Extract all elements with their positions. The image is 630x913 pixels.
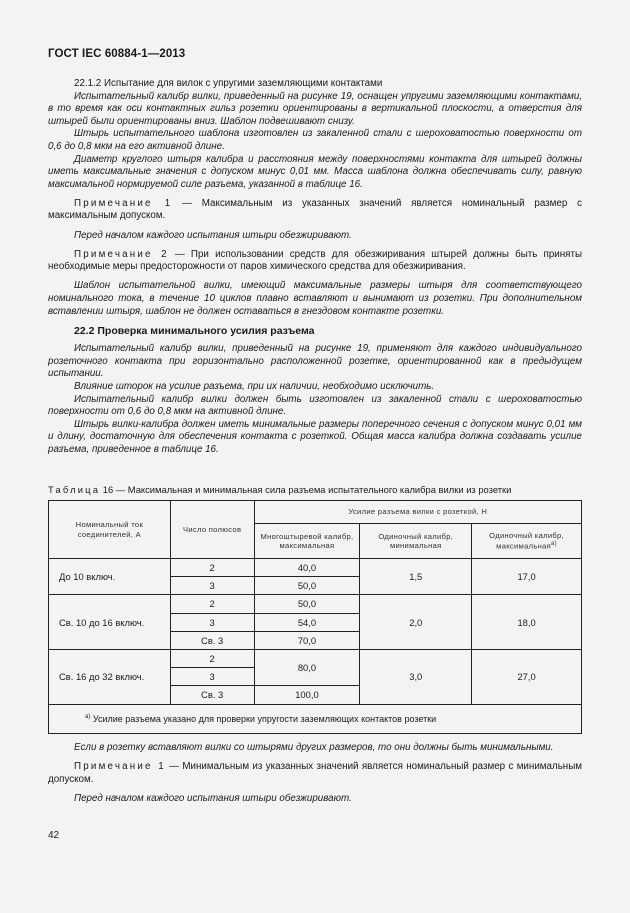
paragraph: Влияние шторок на усилие разъема, при их наличии, необходимо исключить. <box>74 380 435 392</box>
footnote-ref: а) <box>551 541 557 548</box>
note-text: — Минимальным из указанных значений является номинальный размер с минимальным допуском. <box>48 761 582 785</box>
note <box>48 249 582 274</box>
table-header-row <box>49 501 582 524</box>
cell-single-min: 3,0 <box>360 649 472 704</box>
table-caption <box>48 484 588 495</box>
table-row <box>49 595 582 613</box>
cell-poles: 3 <box>170 613 254 631</box>
table-row <box>49 559 582 577</box>
paragraph: Шаблон испытательной вилки, имеющий максимальные размеры штыря для соответствующего номинального тока, в течение 10 циклов плавно вставляют и вынимают из розетки. При дополнительном вставлении штыря, шаблон не должен оставаться в гнездовом контакте розетки. <box>48 280 582 317</box>
page-number: 42 <box>48 830 60 841</box>
cell-poles: 2 <box>170 595 254 613</box>
header-multi-max: Многоштыревой калибр, максимальная <box>254 524 360 559</box>
cell-single-max: 17,0 <box>472 559 582 595</box>
table-footnote-row <box>49 704 582 733</box>
paragraph: Штырь вилки-калибра должен иметь минимальные размеры поперечного сечения с допуском минус 0,01 мм и длину, достаточную для обеспечения контакта с розеткой. Общая масса калибра должна создавать усилие разъема, приведенное в таблице 16. <box>48 418 582 455</box>
paragraph: Если в розетку вставляют вилки со штырями других размеров, то они должны быть минимальными. <box>74 742 554 753</box>
paragraph: Испытательный калибр вилки, приведенный на рисунке 19, оснащен упругими заземляющими контактами, в то время как оси контактных гильз розетки ориентированы в вертикальной плоскости, а отверстия для штырей были ориентированы вниз. Шаблон подвешивают снизу. <box>48 90 582 127</box>
cell-multi-max: 70,0 <box>254 631 360 649</box>
cell-current: До 10 включ. <box>49 559 171 595</box>
cell-multi-max: 100,0 <box>254 686 360 704</box>
footnote-marker: а) <box>85 713 91 720</box>
header-poles: Число полюсов <box>170 501 254 559</box>
cell-multi-max: 80,0 <box>254 649 360 685</box>
paragraph: Испытательный калибр вилки должен быть изготовлен из закаленной стали с шероховатостью поверхности от 0,6 до 0,8 мкм на активной длине. <box>48 393 582 418</box>
cell-multi-max: 40,0 <box>254 559 360 577</box>
header-current: Номинальный ток соединителей, А <box>49 501 171 559</box>
note-text: — Максимальным из указанных значений является номинальный размер с максимальным допуском. <box>48 197 582 222</box>
cell-poles: 3 <box>170 668 254 686</box>
cell-single-min: 2,0 <box>360 595 472 650</box>
body-text <box>48 78 582 463</box>
cell-current: Св. 10 до 16 включ. <box>49 595 171 650</box>
note-label: Примечание 2 <box>74 248 169 260</box>
table-caption-text: 16 — Максимальная и минимальная сила разъема испытательного калибра вилки из розетки <box>100 484 512 495</box>
header-single-max-text: Одиночный калибр, максимальная <box>489 530 564 551</box>
after-table-text <box>48 742 582 812</box>
cell-poles: 2 <box>170 649 254 667</box>
section-heading-22-2: 22.2 Проверка минимального усилия разъема <box>74 324 315 337</box>
table-row <box>49 649 582 667</box>
cell-poles: Св. 3 <box>170 686 254 704</box>
paragraph: Испытательный калибр вилки, приведенный на рисунке 19, применяют для каждого индивидуального розеточного контакта при горизонтально расположенной розетке, ориентированной как в предыдущем испытании. <box>48 343 582 380</box>
table-footnote <box>49 704 582 733</box>
paragraph: Штырь испытательного шаблона изготовлен из закаленной стали с шероховатостью поверхности от 0,6 до 0,8 мкм на его активной длине. <box>48 128 582 152</box>
note-text: — При использовании средств для обезжиривания штырей должны быть приняты необходимые меры предосторожности от паров химического средства для обезжиривания. <box>48 248 582 273</box>
header-single-max <box>472 524 582 559</box>
footnote-text: Усилие разъема указано для проверки упругости заземляющих контактов розетки <box>90 713 437 724</box>
paragraph: Перед началом каждого испытания штыри обезжиривают. <box>74 792 352 804</box>
cell-poles: 3 <box>170 577 254 595</box>
cell-single-max: 18,0 <box>472 595 582 650</box>
header-force-group: Усилие разъема вилки с розеткой, Н <box>254 501 581 524</box>
cell-multi-max: 50,0 <box>254 577 360 595</box>
subsection-heading-22-1-2: 22.1.2 Испытание для вилок с упругими заземляющими контактами <box>74 78 383 89</box>
paragraph: Перед началом каждого испытания штыри обезжиривают. <box>74 229 352 241</box>
paragraph: Диаметр круглого штыря калибра и расстояния между поверхностями контакта для штырей должны иметь максимальные значения с допуском минус 0,01 мм. Масса шаблона должна обеспечивать силу, равную максимальной нормируемой силе разъема, указанной в таблице 16. <box>48 153 582 190</box>
cell-current: Св. 16 до 32 включ. <box>49 649 171 704</box>
header-single-min: Одиночный калибр, минимальная <box>360 524 472 559</box>
note <box>48 761 582 786</box>
cell-poles: 2 <box>170 559 254 577</box>
note-label: Примечание 1 <box>74 197 173 209</box>
note-label: Примечание 1 <box>74 761 166 773</box>
cell-poles: Св. 3 <box>170 631 254 649</box>
table-16 <box>48 500 582 734</box>
cell-single-max: 27,0 <box>472 649 582 704</box>
cell-single-min: 1,5 <box>360 559 472 595</box>
cell-multi-max: 54,0 <box>254 613 360 631</box>
document-header: ГОСТ IEC 60884-1—2013 <box>48 48 186 60</box>
note <box>48 198 582 223</box>
table-caption-label: Таблица <box>48 484 101 495</box>
cell-multi-max: 50,0 <box>254 595 360 613</box>
